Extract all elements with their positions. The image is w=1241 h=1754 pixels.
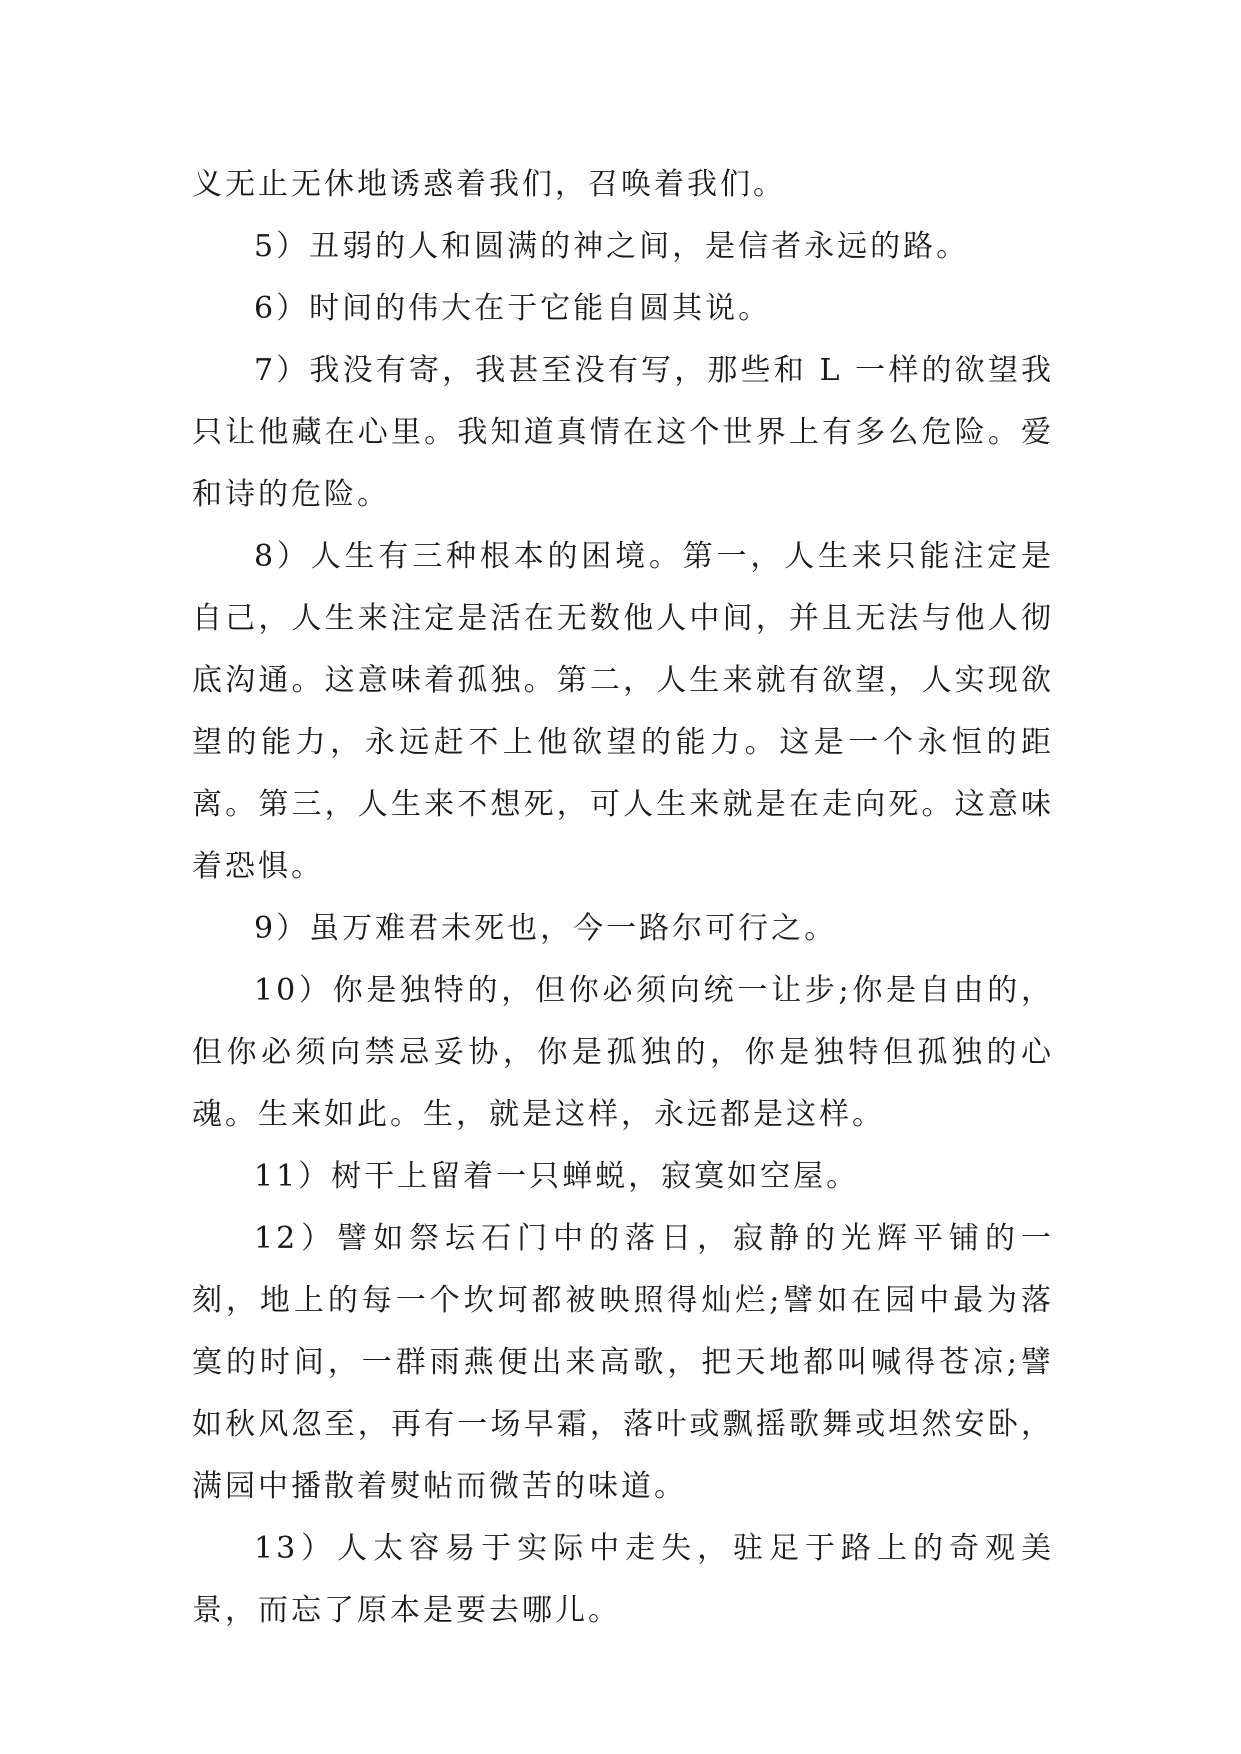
paragraph-11: 11）树干上留着一只蝉蜕，寂寞如空屋。 bbox=[254, 1159, 860, 1194]
paragraph-continuation: 义无止无休地诱惑着我们，召唤着我们。 bbox=[192, 167, 786, 202]
paragraph-13: 13）人太容易于实际中走失，驻足于路上的奇观美景，而忘了原本是要去哪儿。 bbox=[192, 1531, 1054, 1628]
paragraph-12: 12）譬如祭坛石门中的落日，寂静的光辉平铺的一刻，地上的每一个坎坷都被映照得灿烂;譬如在园中最为落寞的时间，一群雨燕便出来高歌，把天地都叫喊得苍凉;譬如秋风忽至，再有一场早霜，落叶或飘摇歌舞或坦然安卧，满园中播散着熨帖而微苦的味道。 bbox=[192, 1221, 1054, 1504]
paragraph-6: 6）时间的伟大在于它能自圆其说。 bbox=[254, 291, 772, 326]
paragraph-9: 9）虽万难君未死也，今一路尔可行之。 bbox=[254, 911, 838, 946]
document-body bbox=[192, 154, 1054, 1642]
paragraph-7: 7）我没有寄，我甚至没有写，那些和 L 一样的欲望我只让他藏在心里。我知道真情在这个世界上有多么危险。爱和诗的危险。 bbox=[192, 353, 1054, 512]
paragraph-5: 5）丑弱的人和圆满的神之间，是信者永远的路。 bbox=[254, 229, 970, 264]
paragraph-10: 10）你是独特的，但你必须向统一让步;你是自由的，但你必须向禁忌妥协，你是孤独的，你是独特但孤独的心魂。生来如此。生，就是这样，永远都是这样。 bbox=[192, 973, 1054, 1132]
paragraph-8: 8）人生有三种根本的困境。第一，人生来只能注定是自己，人生来注定是活在无数他人中间，并且无法与他人彻底沟通。这意味着孤独。第二，人生来就有欲望，人实现欲望的能力，永远赶不上他欲望的能力。这是一个永恒的距离。第三，人生来不想死，可人生来就是在走向死。这意味着恐惧。 bbox=[192, 539, 1054, 884]
